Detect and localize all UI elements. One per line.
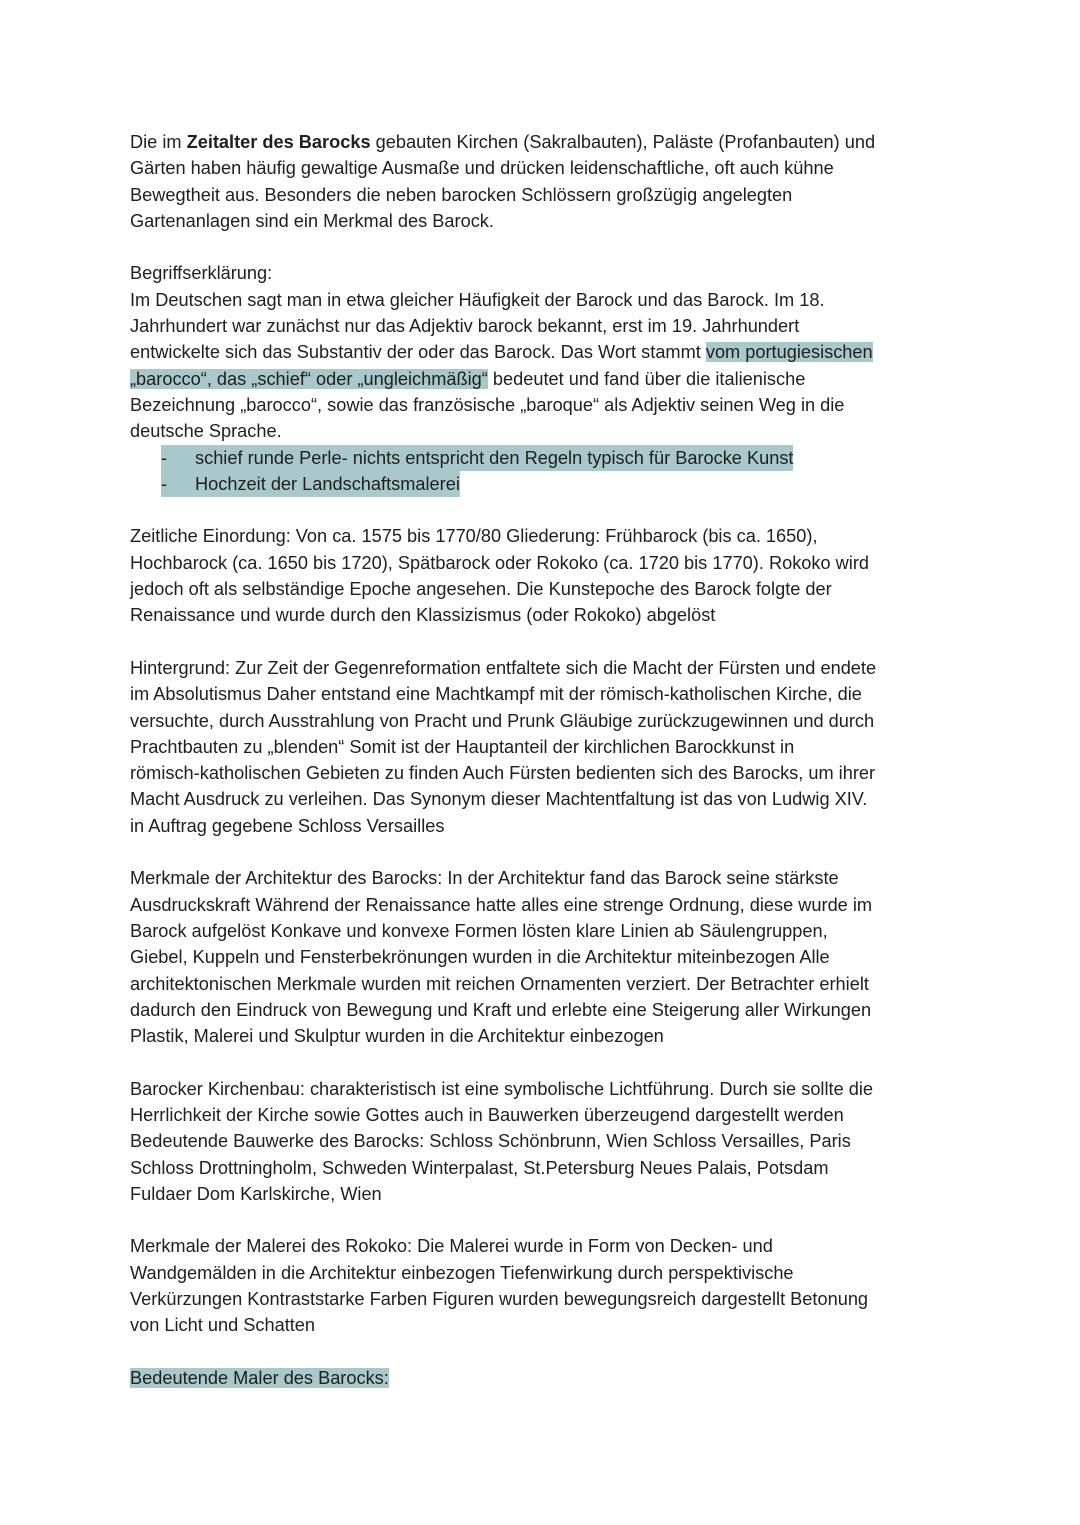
begriff-line-3-text: entwickelte sich das Substantiv der oder das Barock. Das Wort stammt bbox=[130, 342, 706, 363]
kirchenbau-line-4: Schloss Drottningholm, Schweden Winterpalast, St.Petersburg Neues Palais, Potsdam bbox=[130, 1157, 829, 1178]
hintergrund-line-1: Hintergrund: Zur Zeit der Gegenreformation entfaltete sich die Macht der Fürsten und endete bbox=[130, 657, 877, 678]
bullet-text: Hochzeit der Landschaftsmalerei bbox=[195, 473, 460, 494]
begriff-paragraph bbox=[130, 260, 960, 444]
zeit-line-4: Renaissance und wurde durch den Klassizismus (oder Rokoko) abgelöst bbox=[130, 605, 716, 626]
begriff-line-3 bbox=[130, 339, 960, 365]
kirchenbau-line-3: Bedeutende Bauwerke des Barocks: Schloss Schönbrunn, Wien Schloss Versailles, Paris bbox=[130, 1131, 851, 1152]
architektur-line-7: Plastik, Malerei und Skulptur wurden in die Architektur einbezogen bbox=[130, 1026, 664, 1047]
begriff-line-2: Jahrhundert war zunächst nur das Adjektiv barock bekannt, erst im 19. Jahrhundert bbox=[130, 316, 800, 337]
hintergrund-line-3: versuchte, durch Ausstrahlung von Pracht und Prunk Gläubige zurückzugewinnen und durch bbox=[130, 710, 875, 731]
hintergrund-line-4: Prachtbauten zu „blenden“ Somit ist der Hauptanteil der kirchlichen Barockkunst in bbox=[130, 736, 795, 757]
kirchenbau-paragraph bbox=[130, 1076, 960, 1207]
zeit-paragraph bbox=[130, 523, 960, 628]
intro-line-1 bbox=[130, 129, 960, 155]
zeit-line-1: Zeitliche Einordung: Von ca. 1575 bis 1770/80 Gliederung: Frühbarock (bis ca. 1650), bbox=[130, 526, 818, 547]
begriff-line-4 bbox=[130, 366, 960, 392]
highlight-etymology-2: „barocco“, das „schief“ oder „ungleichmäßig“ bbox=[130, 368, 488, 389]
maler-section bbox=[130, 1365, 960, 1391]
architektur-paragraph bbox=[130, 865, 960, 1049]
begriff-line-6: deutsche Sprache. bbox=[130, 421, 282, 442]
malerei-line-3: Verkürzungen Kontraststarke Farben Figuren wurden bewegungsreich dargestellt Betonung bbox=[130, 1289, 869, 1310]
maler-heading: Bedeutende Maler des Barocks: bbox=[130, 1367, 389, 1388]
begriff-line-5: Bezeichnung „barocco“, sowie das französische „baroque“ als Adjektiv seinen Weg in die bbox=[130, 394, 845, 415]
hintergrund-line-7: in Auftrag gegebene Schloss Versailles bbox=[130, 815, 445, 836]
malerei-line-2: Wandgemälden in die Architektur einbezogen Tiefenwirkung durch perspektivische bbox=[130, 1262, 794, 1283]
malerei-paragraph bbox=[130, 1233, 960, 1338]
intro-text-start: Die im bbox=[130, 132, 187, 152]
architektur-line-5: architektonischen Merkmale wurden mit reichen Ornamenten verziert. Der Betrachter erhielt bbox=[130, 973, 869, 994]
hintergrund-paragraph bbox=[130, 655, 960, 839]
document-page bbox=[130, 129, 960, 1418]
intro-line-4: Gartenanlagen sind ein Merkmal des Barock. bbox=[130, 210, 494, 231]
zeit-line-2: Hochbarock (ca. 1650 bis 1720), Spätbarock oder Rokoko (ca. 1720 bis 1770). Rokoko wird bbox=[130, 552, 870, 573]
intro-line-3: Bewegtheit aus. Besonders die neben barocken Schlössern großzügig angelegten bbox=[130, 184, 793, 205]
bullet-dash: - bbox=[161, 447, 168, 468]
begriff-line-4-text: bedeutet und fand über die italienische bbox=[487, 368, 806, 389]
architektur-line-2: Ausdruckskraft Während der Renaissance hatte alles eine strenge Ordnung, diese wurde im bbox=[130, 894, 873, 915]
kirchenbau-line-1: Barocker Kirchenbau: charakteristisch ist eine symbolische Lichtführung. Durch sie sollte die bbox=[130, 1078, 874, 1099]
intro-bold-term: Zeitalter des Barocks bbox=[186, 132, 371, 152]
bullet-text: schief runde Perle- nichts entspricht den Regeln typisch für Barocke Kunst bbox=[195, 447, 794, 468]
intro-line-2: Gärten haben häufig gewaltige Ausmaße und drücken leidenschaftliche, oft auch kühne bbox=[130, 158, 834, 179]
hintergrund-line-5: römisch-katholischen Gebieten zu finden Auch Fürsten bedienten sich des Barocks, um ihrer bbox=[130, 763, 876, 784]
architektur-line-4: Giebel, Kuppeln und Fensterbekrönungen wurden in die Architektur miteinbezogen Alle bbox=[130, 947, 830, 968]
highlighted-bullet bbox=[161, 471, 460, 497]
intro-paragraph bbox=[130, 129, 960, 234]
list-item bbox=[130, 445, 960, 471]
intro-text-end: gebauten Kirchen (Sakralbauten), Paläste (Profanbauten) und bbox=[370, 132, 876, 152]
hintergrund-line-2: im Absolutismus Daher entstand eine Machtkampf mit der römisch-katholischen Kirche, die bbox=[130, 684, 862, 705]
architektur-line-3: Barock aufgelöst Konkave und konvexe Formen lösten klare Linien ab Säulengruppen, bbox=[130, 920, 828, 941]
kirchenbau-line-2: Herrlichkeit der Kirche sowie Gottes auch in Bauwerken überzeugend dargestellt werden bbox=[130, 1104, 844, 1125]
bullet-dash: - bbox=[161, 473, 168, 494]
list-item bbox=[130, 471, 960, 497]
highlight-etymology-1: vom portugiesischen bbox=[705, 342, 873, 363]
bullet-list bbox=[130, 445, 960, 498]
malerei-line-1: Merkmale der Malerei des Rokoko: Die Malerei wurde in Form von Decken- und bbox=[130, 1236, 773, 1257]
kirchenbau-line-5: Fuldaer Dom Karlskirche, Wien bbox=[130, 1183, 382, 1204]
highlighted-bullet bbox=[161, 445, 793, 471]
architektur-line-6: dadurch den Eindruck von Bewegung und Kraft und erlebte eine Steigerung aller Wirkungen bbox=[130, 999, 872, 1020]
hintergrund-line-6: Macht Ausdruck zu verleihen. Das Synonym dieser Machtentfaltung ist das von Ludwig XIV. bbox=[130, 789, 868, 810]
malerei-line-4: von Licht und Schatten bbox=[130, 1315, 316, 1336]
architektur-line-1: Merkmale der Architektur des Barocks: In der Architektur fand das Barock seine stärkste bbox=[130, 868, 839, 889]
zeit-line-3: jedoch oft als selbständige Epoche angesehen. Die Kunstepoche des Barock folgte der bbox=[130, 579, 832, 600]
begriff-line-1: Im Deutschen sagt man in etwa gleicher Häufigkeit der Barock und das Barock. Im 18. bbox=[130, 289, 825, 310]
begriff-heading: Begriffserklärung: bbox=[130, 263, 273, 284]
